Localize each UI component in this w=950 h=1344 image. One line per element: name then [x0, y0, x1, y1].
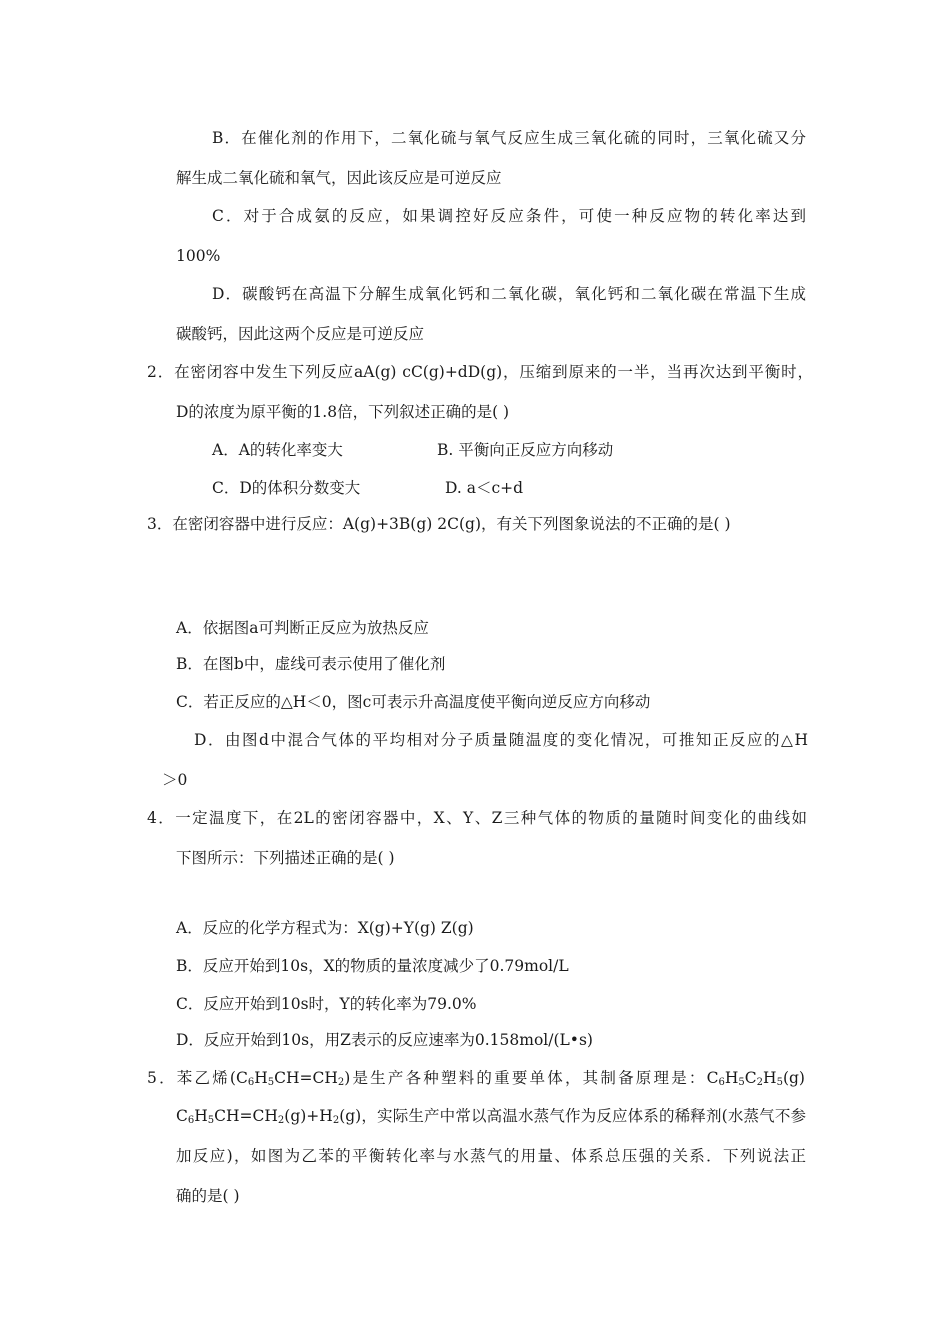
q3-stem: 3．在密闭容器中进行反应：A(g)+3B(g) 2C(g)，有关下列图象说法的不正确的是( )	[147, 515, 731, 533]
q1-option-d-line1: D．碳酸钙在高温下分解生成氧化钙和二氧化碳，氧化钙和二氧化碳在常温下生成	[212, 285, 806, 303]
q4-option-b: B．反应开始到10s，X的物质的量浓度减少了0.79mol/L	[176, 957, 569, 975]
q5-stem-line2: $C_6H_5CH=CH_2(g)+H_2(g)$，实际生产中常以高温水蒸气作为反应体系的稀释剂(水蒸气不参	[176, 1107, 806, 1126]
q2-option-b: B. 平衡向正反应方向移动	[437, 441, 614, 459]
q2-option-d: D. a＜c+d	[445, 479, 524, 497]
q1-option-b-line1: B．在催化剂的作用下，二氧化硫与氧气反应生成三氧化硫的同时，三氧化硫又分	[212, 129, 806, 147]
q4-stem-line2: 下图所示：下列描述正确的是( )	[176, 849, 395, 867]
q5-stem-line1: 5．苯乙烯$(C_6H_5CH=CH_2)$是生产各种塑料的重要单体，其制备原理是：$C_6H_5C_2H_5(g)$	[147, 1069, 805, 1088]
q1-option-c-line2: 100%	[176, 247, 221, 265]
q3-option-c: C．若正反应的△H＜0，图c可表示升高温度使平衡向逆反应方向移动	[176, 693, 651, 711]
q3-option-d-line2: ＞0	[162, 771, 188, 789]
q3-option-d-line1: D．由图d中混合气体的平均相对分子质量随温度的变化情况，可推知正反应的△H	[194, 731, 808, 749]
q3-option-a: A．依据图a可判断正反应为放热反应	[176, 619, 429, 637]
q4-option-a: A．反应的化学方程式为：X(g)+Y(g) Z(g)	[176, 919, 474, 937]
q2-option-a: A．A的转化率变大	[212, 441, 343, 459]
q4-option-c: C．反应开始到10s时，Y的转化率为79.0%	[176, 995, 477, 1013]
q3-option-b: B．在图b中，虚线可表示使用了催化剂	[176, 655, 446, 673]
q1-option-b-line2: 解生成二氧化硫和氧气，因此该反应是可逆反应	[176, 169, 502, 187]
q1-option-d-line2: 碳酸钙，因此这两个反应是可逆反应	[176, 325, 425, 343]
q4-stem-line1: 4．一定温度下，在2L的密闭容器中，X、Y、Z三种气体的物质的量随时间变化的曲线如	[147, 809, 807, 827]
q4-option-d: D．反应开始到10s，用Z表示的反应速率为0.158mol/(L•s)	[176, 1031, 593, 1049]
q2-stem-line1: 2．在密闭容中发生下列反应aA(g) cC(g)+dD(g)，压缩到原来的一半，当再次达到平衡时，	[147, 363, 813, 381]
q5-stem-line3: 加反应)，如图为乙苯的平衡转化率与水蒸气的用量、体系总压强的关系．下列说法正	[176, 1147, 806, 1165]
q2-stem-line2: D的浓度为原平衡的1.8倍，下列叙述正确的是( )	[176, 403, 510, 421]
q2-option-c: C．D的体积分数变大	[212, 479, 361, 497]
q1-option-c-line1: C．对于合成氨的反应，如果调控好反应条件，可使一种反应物的转化率达到	[212, 207, 806, 225]
q5-stem-line4: 确的是( )	[176, 1187, 240, 1205]
